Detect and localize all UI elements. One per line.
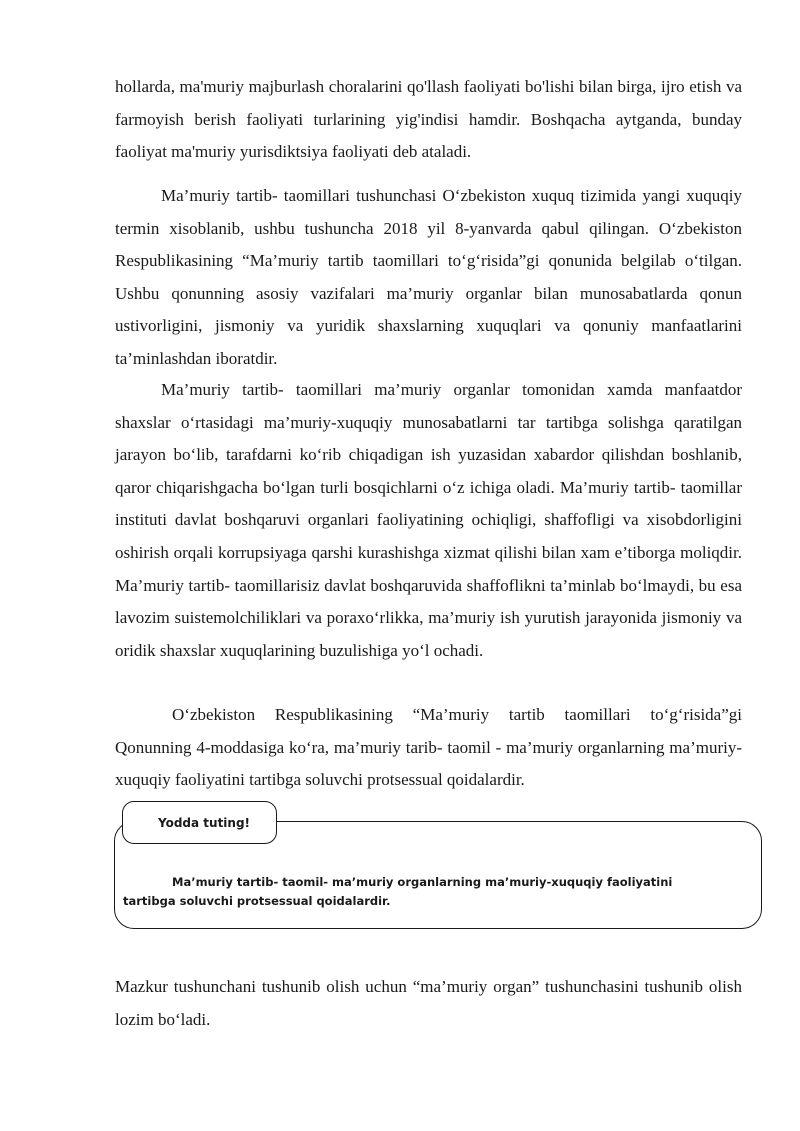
- paragraph-2: Ma’muriy tartib- taomillari tushunchasi O‘zbekiston xuquq tizimida yangi xuquqiy termin xisoblanib, ushbu tushuncha 2018 yil 8-yanvarda qabul qilingan. O‘zbekiston Respublikasining “Ma’muriy tartib taomillari to‘g‘risida”gi qonunida belgilab o‘tilgan. Ushbu qonunning asosiy vazifalari ma’muriy organlar bilan munosabatlarda qonun ustivorligini, jismoniy va yuridik shaxslarning xuquqlari va qonuniy manfaatlarini ta’minlashdan iboratdir.: [115, 186, 742, 368]
- callout-label: Yodda tuting!: [158, 816, 251, 830]
- paragraph-3: Ma’muriy tartib- taomillari ma’muriy organlar tomonidan xamda manfaatdor shaxslar o‘rtasidagi ma’muriy-xuquqiy munosabatlarni tar tartibga solishga qaratilgan jarayon bo‘lib, tarafdarni ko‘rib chiqadigan ish yuzasidan xabardor qilishdan boshlanib, qaror chiqarishgacha bo‘lgan turli bosqichlarni o‘z ichiga oladi. Ma’muriy tartib- taomillar instituti davlat boshqaruvi organlari faoliyatining ochiqligi, shaffofligi va xisobdorligini oshirish orqali korrupsiyaga qarshi kurashishga xizmat qilishi bilan xam e’tiborga moliqdir. Ma’muriy tartib- taomillarisiz davlat boshqaruvida shaffoflikni ta’minlab bo‘lmaydi, bu esa lavozim suistemolchiliklari va poraxo‘rlikka, ma’muriy ish yurutish jarayonida jismoniy va oridik shaxslar xuquqlarining buzulishiga yo‘l ochadi.: [115, 380, 742, 660]
- callout-text: Ma’muriy tartib- taomil- ma’muriy organlarning ma’muriy-xuquqiy faoliyatini tartibga soluvchi protsessual qoidalardir.: [123, 875, 673, 908]
- paragraph-4: O‘zbekiston Respublikasining “Ma’muriy tartib taomillari to‘g‘risida”gi Qonunning 4-moddasiga ko‘ra, ma’muriy tarib- taomil - ma’muriy organlarning ma’muriy-xuquqiy faoliyatini tartibga soluvchi protsessual qoidalardir.: [115, 705, 742, 790]
- paragraph-5: Mazkur tushunchani tushunib olish uchun “ma’muriy organ” tushunchasini tushunib olish lozim bo‘ladi.: [115, 977, 742, 1029]
- paragraph-1: hollarda, ma'muriy majburlash choralarini qo'llash faoliyati bo'lishi bilan birga, ijro etish va farmoyish berish faoliyati turlarining yig'indisi hamdir. Boshqacha aytganda, bunday faoliyat ma'muriy yurisdiktsiya faoliyati deb ataladi.: [115, 77, 742, 162]
